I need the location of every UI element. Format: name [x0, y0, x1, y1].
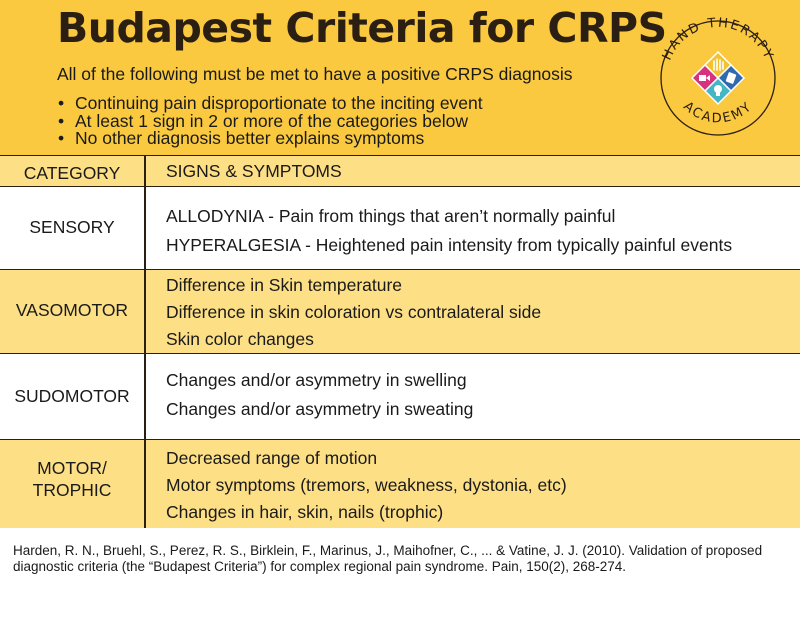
symptom-item: Difference in skin coloration vs contralateral side	[166, 302, 542, 322]
symptom-list	[166, 366, 473, 424]
symptom-item: Motor symptoms (tremors, weakness, dystonia, etc)	[166, 475, 567, 495]
category-label: MOTOR/ TROPHIC	[32, 458, 112, 500]
column-header-category: CATEGORY	[23, 163, 121, 183]
category-label: VASOMOTOR	[15, 300, 129, 320]
column-header-symptoms: SIGNS & SYMPTOMS	[166, 161, 342, 181]
symptom-item: Changes and/or asymmetry in sweating	[166, 399, 474, 419]
symptom-item: Difference in Skin temperature	[166, 275, 403, 295]
symptom-item: HYPERALGESIA - Heightened pain intensity from typically painful events	[166, 235, 733, 255]
category-label: SUDOMOTOR	[14, 386, 130, 406]
symptom-item: Decreased range of motion	[166, 448, 378, 468]
criteria-list	[57, 95, 483, 148]
symptom-list	[166, 202, 732, 260]
table-row	[0, 187, 800, 270]
symptom-item: Changes in hair, skin, nails (trophic)	[166, 502, 444, 522]
symptom-item: Changes and/or asymmetry in swelling	[166, 370, 467, 390]
criteria-item: • Continuing pain disproportionate to the inciting event	[57, 95, 483, 113]
category-label: SENSORY	[29, 217, 115, 237]
hand-therapy-academy-logo	[643, 3, 793, 153]
symptom-list	[166, 272, 541, 353]
header-banner	[0, 0, 800, 155]
symptom-item: ALLODYNIA - Pain from things that aren’t normally painful	[166, 206, 616, 226]
page-subtitle: All of the following must be met to have a positive CRPS diagnosis	[57, 64, 573, 84]
criteria-item: • At least 1 sign in 2 or more of the categories below	[57, 113, 483, 131]
citation-text: Harden, R. N., Bruehl, S., Perez, R. S., Birklein, F., Marinus, J., Maihofner, C., ... & Vatine, J. J. (2010). Validation of proposed diagnostic criteria (the “Budapest Criteria”) for complex regional pain syndrome. Pain, 150(2), 268-274.	[13, 543, 763, 574]
table-row	[0, 270, 800, 354]
criteria-item: • No other diagnosis better explains symptoms	[57, 130, 483, 148]
table-row	[0, 354, 800, 440]
symptom-item: Skin color changes	[166, 329, 314, 349]
logo-bottom-text: ACADEMY	[680, 99, 756, 127]
symptom-list	[166, 445, 567, 526]
page-title: Budapest Criteria for CRPS	[57, 4, 667, 52]
logo-top-text: HAND THERAPY	[659, 15, 777, 63]
table-row	[0, 440, 800, 528]
table-header-row	[0, 155, 800, 187]
